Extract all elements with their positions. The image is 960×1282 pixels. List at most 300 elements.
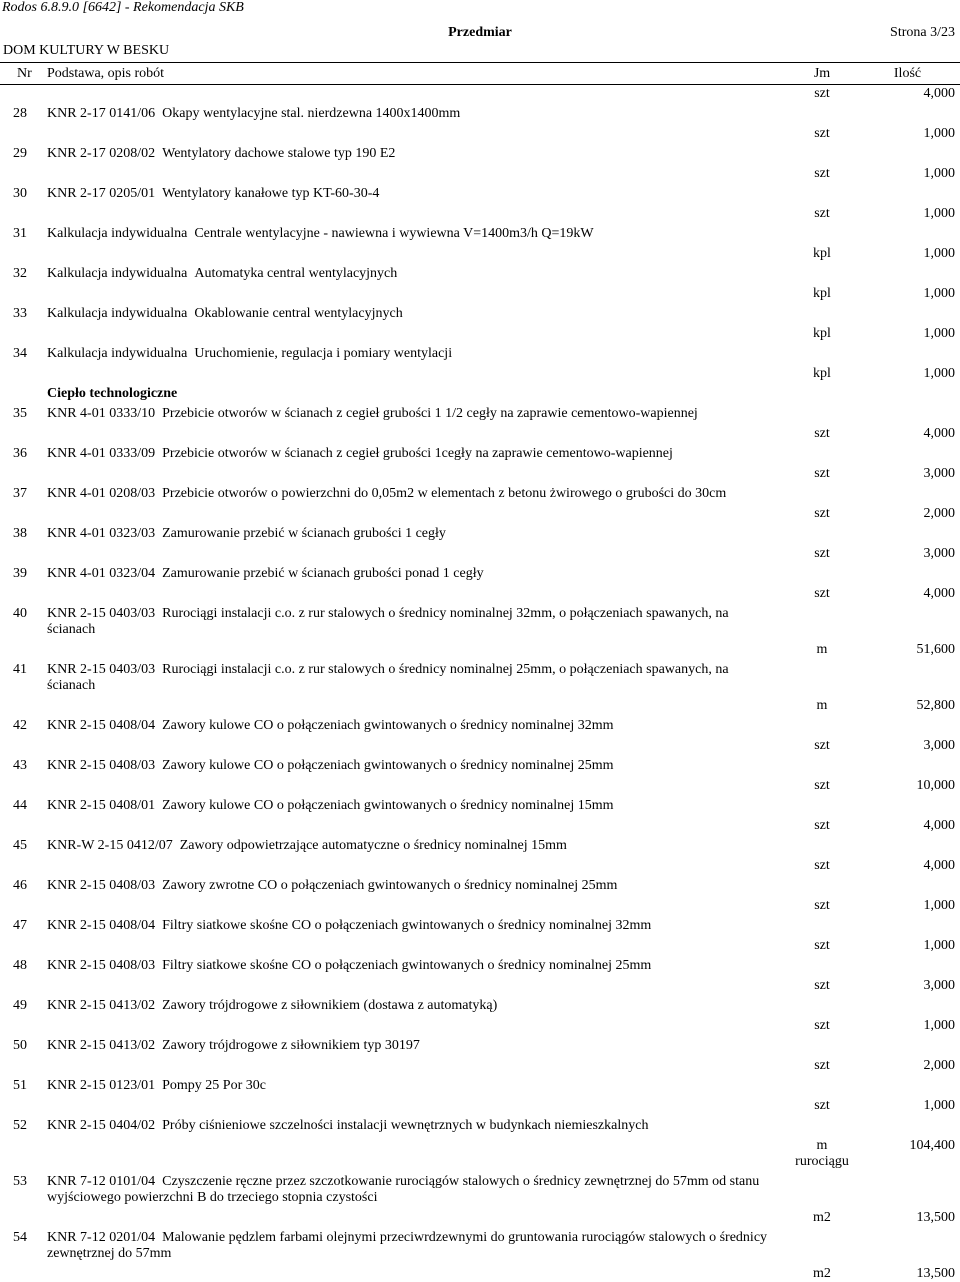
table-row bbox=[0, 344, 960, 384]
quantity-value: 1,000 bbox=[923, 1098, 955, 1113]
quantity-row bbox=[0, 1096, 960, 1116]
description-line bbox=[47, 406, 960, 422]
header-rule-top bbox=[0, 62, 960, 63]
carried-quantity-row bbox=[0, 84, 960, 104]
table-row bbox=[0, 604, 960, 660]
program-info: Rodos 6.8.9.0 [6642] - Rekomendacja SKB bbox=[2, 0, 244, 15]
item-description bbox=[47, 346, 960, 362]
item-description bbox=[47, 266, 960, 282]
unit-line: kpl bbox=[813, 286, 831, 301]
quantity-row bbox=[0, 856, 960, 876]
description-text: Przebicie otworów w ścianach z cegieł grubości 1cegły na zaprawie cementowo-wapiennej bbox=[162, 446, 673, 461]
item-description bbox=[47, 998, 960, 1014]
unit-cell bbox=[787, 546, 857, 562]
item-basis: KNR 2-17 0141/06 bbox=[47, 106, 156, 121]
description-line bbox=[47, 486, 960, 502]
item-description bbox=[47, 878, 960, 894]
description-text: Rurociągi instalacji c.o. z rur stalowych o średnicy nominalnej 25mm, o połączeniach spawanych, na bbox=[162, 662, 729, 677]
quantity-value: 4,000 bbox=[923, 426, 955, 441]
item-number: 36 bbox=[13, 446, 27, 461]
description-text: Uruchomienie, regulacja i pomiary wentylacji bbox=[194, 346, 453, 361]
table-row bbox=[0, 916, 960, 956]
item-basis: KNR 2-17 0208/02 bbox=[47, 146, 156, 161]
description-text: Zawory trójdrogowe z siłownikiem typ 30197 bbox=[162, 1038, 420, 1053]
quantity-value: 4,000 bbox=[923, 86, 955, 101]
description-row bbox=[0, 836, 960, 856]
unit-line: szt bbox=[814, 206, 830, 221]
description-row bbox=[0, 1036, 960, 1056]
unit-line: szt bbox=[814, 978, 830, 993]
quantity-row bbox=[0, 936, 960, 956]
description-row bbox=[0, 344, 960, 364]
unit-cell bbox=[787, 126, 857, 142]
description-line bbox=[47, 838, 960, 854]
description-row bbox=[0, 304, 960, 324]
table-row bbox=[0, 956, 960, 996]
document-title: Przedmiar bbox=[448, 25, 512, 40]
quantity-value: 1,000 bbox=[923, 326, 955, 341]
item-number: 50 bbox=[13, 1038, 27, 1053]
item-basis: KNR 2-15 0408/03 bbox=[47, 958, 156, 973]
description-line bbox=[47, 1038, 960, 1054]
description-text: Filtry siatkowe skośne CO o połączeniach gwintowanych o średnicy nominalnej 25mm bbox=[162, 958, 652, 973]
item-number: 44 bbox=[13, 798, 27, 813]
item-description bbox=[47, 918, 960, 934]
unit-line: szt bbox=[814, 506, 830, 521]
table-row bbox=[0, 264, 960, 304]
description-line bbox=[47, 718, 960, 734]
quantity-value: 1,000 bbox=[923, 938, 955, 953]
item-number: 43 bbox=[13, 758, 27, 773]
item-number: 41 bbox=[13, 662, 27, 677]
item-basis: KNR 2-15 0408/03 bbox=[47, 758, 156, 773]
quantity-row bbox=[0, 164, 960, 184]
unit-line: m bbox=[816, 698, 828, 713]
quantity-row bbox=[0, 504, 960, 524]
unit-cell bbox=[787, 1138, 857, 1170]
item-description bbox=[47, 526, 960, 542]
table-row bbox=[0, 144, 960, 184]
description-text: zewnętrznej do 57mm bbox=[47, 1246, 172, 1261]
unit-line: szt bbox=[814, 858, 830, 873]
quantity-row bbox=[0, 1264, 960, 1282]
table-row bbox=[0, 756, 960, 796]
item-description bbox=[47, 106, 960, 122]
unit-cell bbox=[787, 466, 857, 482]
item-description bbox=[47, 1038, 960, 1054]
item-basis: KNR 4-01 0323/03 bbox=[47, 526, 156, 541]
item-number: 33 bbox=[13, 306, 27, 321]
quantity-value: 2,000 bbox=[923, 1058, 955, 1073]
item-description bbox=[47, 758, 960, 774]
item-number: 29 bbox=[13, 146, 27, 161]
unit-line: szt bbox=[814, 1018, 830, 1033]
column-header-row bbox=[0, 64, 960, 84]
quantity-value: 4,000 bbox=[923, 818, 955, 833]
description-row bbox=[0, 660, 960, 696]
column-header-quantity: Ilość bbox=[893, 66, 922, 81]
description-line bbox=[47, 306, 960, 322]
description-text: Zawory kulowe CO o połączeniach gwintowanych o średnicy nominalnej 32mm bbox=[162, 718, 614, 733]
quantity-value: 1,000 bbox=[923, 246, 955, 261]
unit-line: szt bbox=[814, 938, 830, 953]
description-text: Wentylatory dachowe stalowe typ 190 E2 bbox=[162, 146, 396, 161]
description-row bbox=[0, 564, 960, 584]
item-description bbox=[47, 798, 960, 814]
quantity-row bbox=[0, 244, 960, 264]
unit-cell bbox=[787, 326, 857, 342]
quantity-row bbox=[0, 1056, 960, 1076]
column-header-description: Podstawa, opis robót bbox=[47, 66, 165, 81]
unit-cell bbox=[787, 206, 857, 222]
table-row bbox=[0, 660, 960, 716]
unit-line: kpl bbox=[813, 326, 831, 341]
table-row bbox=[0, 484, 960, 524]
item-basis: KNR 7-12 0101/04 bbox=[47, 1174, 156, 1189]
table-row bbox=[0, 1228, 960, 1282]
unit-cell bbox=[787, 898, 857, 914]
quantity-value: 3,000 bbox=[923, 978, 955, 993]
item-number: 34 bbox=[13, 346, 27, 361]
table-row bbox=[0, 876, 960, 916]
item-number: 35 bbox=[13, 406, 27, 421]
description-text: Zawory kulowe CO o połączeniach gwintowanych o średnicy nominalnej 15mm bbox=[162, 798, 614, 813]
item-number: 40 bbox=[13, 606, 27, 621]
quantity-row bbox=[0, 544, 960, 564]
item-number: 45 bbox=[13, 838, 27, 853]
description-line bbox=[47, 266, 960, 282]
item-basis: Kalkulacja indywidualna bbox=[47, 266, 188, 281]
unit-cell bbox=[787, 426, 857, 442]
unit-line: szt bbox=[814, 126, 830, 141]
unit-line: szt bbox=[814, 1098, 830, 1113]
description-text: Okapy wentylacyjne stal. nierdzewna 1400x1400mm bbox=[162, 106, 461, 121]
unit-cell bbox=[787, 586, 857, 602]
quantity-value: 1,000 bbox=[923, 286, 955, 301]
description-text: Rurociągi instalacji c.o. z rur stalowych o średnicy nominalnej 32mm, o połączeniach spawanych, na bbox=[162, 606, 729, 621]
item-number: 54 bbox=[13, 1230, 27, 1245]
unit-line: kpl bbox=[813, 366, 831, 381]
quantity-value: 13,500 bbox=[916, 1266, 955, 1281]
description-text: Automatyka central wentylacyjnych bbox=[194, 266, 398, 281]
item-basis: Kalkulacja indywidualna bbox=[47, 306, 188, 321]
quantity-row bbox=[0, 640, 960, 660]
item-number: 28 bbox=[13, 106, 27, 121]
item-number: 49 bbox=[13, 998, 27, 1013]
item-number: 32 bbox=[13, 266, 27, 281]
table-row bbox=[0, 524, 960, 564]
title-row bbox=[0, 25, 960, 41]
description-row bbox=[0, 916, 960, 936]
item-description bbox=[47, 1118, 960, 1134]
description-row bbox=[0, 604, 960, 640]
item-number: 38 bbox=[13, 526, 27, 541]
item-description bbox=[47, 306, 960, 322]
unit-cell bbox=[787, 642, 857, 658]
item-basis: Kalkulacja indywidualna bbox=[47, 226, 188, 241]
item-basis: KNR 2-15 0408/04 bbox=[47, 918, 156, 933]
description-row bbox=[0, 956, 960, 976]
item-basis: KNR 4-01 0208/03 bbox=[47, 486, 156, 501]
description-row bbox=[0, 484, 960, 504]
unit-line: szt bbox=[814, 586, 830, 601]
description-row bbox=[0, 716, 960, 736]
table-row bbox=[0, 1116, 960, 1172]
item-description bbox=[47, 186, 960, 202]
item-description bbox=[47, 718, 960, 734]
quantity-value: 10,000 bbox=[916, 778, 955, 793]
item-description bbox=[47, 566, 960, 582]
description-line bbox=[47, 958, 960, 974]
description-text: Okablowanie central wentylacyjnych bbox=[194, 306, 403, 321]
unit-line: szt bbox=[814, 898, 830, 913]
unit-line: m bbox=[816, 1138, 828, 1153]
description-row bbox=[0, 404, 960, 424]
item-number: 31 bbox=[13, 226, 27, 241]
quantity-value: 3,000 bbox=[923, 546, 955, 561]
description-text: Zawory zwrotne CO o połączeniach gwintowanych o średnicy nominalnej 25mm bbox=[162, 878, 618, 893]
unit-line: m2 bbox=[813, 1266, 831, 1281]
quantity-row bbox=[0, 736, 960, 756]
unit-line: m bbox=[816, 642, 828, 657]
unit-cell bbox=[787, 1210, 857, 1226]
item-basis: KNR 2-15 0403/03 bbox=[47, 606, 156, 621]
unit-cell bbox=[787, 286, 857, 302]
section-heading: Ciepło technologiczne bbox=[47, 386, 178, 401]
item-basis: KNR 2-15 0123/01 bbox=[47, 1078, 156, 1093]
items-table-body bbox=[0, 84, 960, 1282]
unit-cell bbox=[787, 1058, 857, 1074]
item-basis: KNR 2-15 0408/03 bbox=[47, 878, 156, 893]
item-description bbox=[47, 838, 960, 854]
quantity-row bbox=[0, 896, 960, 916]
description-line bbox=[47, 1230, 960, 1246]
unit-line: rurociągu bbox=[795, 1154, 849, 1169]
unit-cell bbox=[787, 366, 857, 382]
unit-line: kpl bbox=[813, 246, 831, 261]
item-number: 47 bbox=[13, 918, 27, 933]
description-text: Centrale wentylacyjne - nawiewna i wywiewna V=1400m3/h Q=19kW bbox=[194, 226, 594, 241]
page-number: Strona 3/23 bbox=[890, 25, 955, 40]
description-line bbox=[47, 226, 960, 242]
description-line bbox=[47, 106, 960, 122]
description-line bbox=[47, 878, 960, 894]
description-line bbox=[47, 1118, 960, 1134]
description-text: Filtry siatkowe skośne CO o połączeniach gwintowanych o średnicy nominalnej 32mm bbox=[162, 918, 652, 933]
unit-cell bbox=[787, 1098, 857, 1114]
item-basis: KNR 2-15 0408/04 bbox=[47, 718, 156, 733]
item-basis: KNR 2-17 0205/01 bbox=[47, 186, 156, 201]
quantity-value: 2,000 bbox=[923, 506, 955, 521]
quantity-row bbox=[0, 976, 960, 996]
description-text: ścianach bbox=[47, 622, 96, 637]
unit-cell bbox=[787, 1266, 857, 1282]
description-text: Zamurowanie przebić w ścianach grubości 1 cegły bbox=[162, 526, 446, 541]
description-row bbox=[0, 1076, 960, 1096]
description-text: Czyszczenie ręczne przez szczotkowanie rurociągów stalowych o średnicy zewnętrznej do 57mm od stanu bbox=[162, 1174, 760, 1189]
quantity-value: 1,000 bbox=[923, 166, 955, 181]
item-basis: KNR 7-12 0201/04 bbox=[47, 1230, 156, 1245]
quantity-row bbox=[0, 696, 960, 716]
description-row bbox=[0, 1116, 960, 1136]
description-line bbox=[47, 758, 960, 774]
quantity-value: 1,000 bbox=[923, 898, 955, 913]
column-header-unit: Jm bbox=[813, 66, 831, 81]
item-description bbox=[47, 486, 960, 502]
description-text: Przebicie otworów o powierzchni do 0,05m2 w elementach z betonu żwirowego o grubości do 30cm bbox=[162, 486, 727, 501]
quantity-row bbox=[0, 464, 960, 484]
description-text: Malowanie pędzlem farbami olejnymi przeciwrdzewnymi do gruntowania rurociągów stalowych o średnicy bbox=[162, 1230, 768, 1245]
quantity-row bbox=[0, 424, 960, 444]
description-row bbox=[0, 104, 960, 124]
unit-cell bbox=[787, 818, 857, 834]
table-row bbox=[0, 104, 960, 144]
description-line bbox=[47, 622, 960, 638]
quantity-row bbox=[0, 776, 960, 796]
table-row bbox=[0, 564, 960, 604]
description-row bbox=[0, 224, 960, 244]
item-description bbox=[47, 146, 960, 162]
description-row bbox=[0, 1172, 960, 1208]
table-row bbox=[0, 796, 960, 836]
quantity-value: 52,800 bbox=[916, 698, 955, 713]
quantity-row bbox=[0, 1136, 960, 1172]
unit-line: szt bbox=[814, 466, 830, 481]
description-row bbox=[0, 444, 960, 464]
unit-line: szt bbox=[814, 426, 830, 441]
quantity-row bbox=[0, 284, 960, 304]
unit-cell bbox=[787, 86, 857, 102]
item-basis: KNR 2-15 0413/02 bbox=[47, 998, 156, 1013]
description-line bbox=[47, 346, 960, 362]
description-line bbox=[47, 998, 960, 1014]
description-line bbox=[47, 918, 960, 934]
quantity-value: 51,600 bbox=[916, 642, 955, 657]
table-row bbox=[0, 184, 960, 224]
item-description bbox=[47, 226, 960, 242]
item-description bbox=[47, 446, 960, 462]
unit-cell bbox=[787, 506, 857, 522]
item-number: 39 bbox=[13, 566, 27, 581]
description-line bbox=[47, 566, 960, 582]
unit-line: szt bbox=[814, 546, 830, 561]
description-text: Zawory trójdrogowe z siłownikiem (dostawa z automatyką) bbox=[162, 998, 498, 1013]
description-text: ścianach bbox=[47, 678, 96, 693]
item-basis: KNR 2-15 0413/02 bbox=[47, 1038, 156, 1053]
quantity-row bbox=[0, 1016, 960, 1036]
description-row bbox=[0, 1228, 960, 1264]
description-line bbox=[47, 662, 960, 678]
item-number: 30 bbox=[13, 186, 27, 201]
table-row bbox=[0, 1172, 960, 1228]
quantity-row bbox=[0, 584, 960, 604]
item-number: 46 bbox=[13, 878, 27, 893]
quantity-row bbox=[0, 204, 960, 224]
unit-line: szt bbox=[814, 738, 830, 753]
description-line bbox=[47, 146, 960, 162]
description-row bbox=[0, 876, 960, 896]
description-line bbox=[47, 798, 960, 814]
description-row bbox=[0, 524, 960, 544]
unit-cell bbox=[787, 738, 857, 754]
description-line bbox=[47, 526, 960, 542]
unit-cell bbox=[787, 978, 857, 994]
item-description bbox=[47, 1078, 960, 1094]
item-basis: KNR 4-01 0333/10 bbox=[47, 406, 156, 421]
table-row bbox=[0, 1076, 960, 1116]
unit-cell bbox=[787, 778, 857, 794]
quantity-row bbox=[0, 364, 960, 384]
quantity-value: 104,400 bbox=[909, 1138, 955, 1153]
table-row bbox=[0, 224, 960, 264]
quantity-value: 1,000 bbox=[923, 366, 955, 381]
column-header-nr: Nr bbox=[17, 66, 32, 81]
unit-cell bbox=[787, 938, 857, 954]
item-description bbox=[47, 406, 960, 422]
item-number: 51 bbox=[13, 1078, 27, 1093]
quantity-value: 13,500 bbox=[916, 1210, 955, 1225]
table-row bbox=[0, 404, 960, 444]
unit-cell bbox=[787, 1018, 857, 1034]
unit-line: szt bbox=[814, 778, 830, 793]
unit-line: szt bbox=[814, 1058, 830, 1073]
table-row bbox=[0, 996, 960, 1036]
item-basis: KNR 2-15 0404/02 bbox=[47, 1118, 156, 1133]
quantity-value: 4,000 bbox=[923, 858, 955, 873]
table-row bbox=[0, 444, 960, 484]
item-basis: KNR 2-15 0403/03 bbox=[47, 662, 156, 677]
description-text: Zawory odpowietrzające automatyczne o średnicy nominalnej 15mm bbox=[179, 838, 567, 853]
description-row bbox=[0, 796, 960, 816]
description-row bbox=[0, 756, 960, 776]
unit-line: szt bbox=[814, 86, 830, 101]
description-line bbox=[47, 1246, 960, 1262]
description-row bbox=[0, 996, 960, 1016]
unit-cell bbox=[787, 698, 857, 714]
item-number: 37 bbox=[13, 486, 27, 501]
quantity-value: 3,000 bbox=[923, 466, 955, 481]
description-row bbox=[0, 264, 960, 284]
item-basis: KNR 2-15 0408/01 bbox=[47, 798, 156, 813]
table-row bbox=[0, 836, 960, 876]
description-line bbox=[47, 1190, 960, 1206]
description-text: Pompy 25 Por 30c bbox=[162, 1078, 266, 1093]
table-row bbox=[0, 716, 960, 756]
description-row bbox=[0, 184, 960, 204]
item-number: 52 bbox=[13, 1118, 27, 1133]
description-line bbox=[47, 446, 960, 462]
quantity-value: 3,000 bbox=[923, 738, 955, 753]
unit-cell bbox=[787, 858, 857, 874]
quantity-row bbox=[0, 324, 960, 344]
description-line bbox=[47, 186, 960, 202]
description-text: Przebicie otworów w ścianach z cegieł grubości 1 1/2 cegły na zaprawie cementowo-wapiennej bbox=[162, 406, 698, 421]
description-line bbox=[47, 678, 960, 694]
description-text: Zawory kulowe CO o połączeniach gwintowanych o średnicy nominalnej 25mm bbox=[162, 758, 614, 773]
description-text: wyjściowego powierzchni B do trzeciego stopnia czystości bbox=[47, 1190, 378, 1205]
item-description bbox=[47, 606, 960, 638]
item-basis: Kalkulacja indywidualna bbox=[47, 346, 188, 361]
item-basis: KNR 4-01 0333/09 bbox=[47, 446, 156, 461]
description-text: Wentylatory kanałowe typ KT-60-30-4 bbox=[162, 186, 380, 201]
table-row bbox=[0, 1036, 960, 1076]
unit-cell bbox=[787, 246, 857, 262]
description-line bbox=[47, 1078, 960, 1094]
item-basis: KNR 4-01 0323/04 bbox=[47, 566, 156, 581]
quantity-value: 4,000 bbox=[923, 586, 955, 601]
item-number: 53 bbox=[13, 1174, 27, 1189]
quantity-row bbox=[0, 124, 960, 144]
